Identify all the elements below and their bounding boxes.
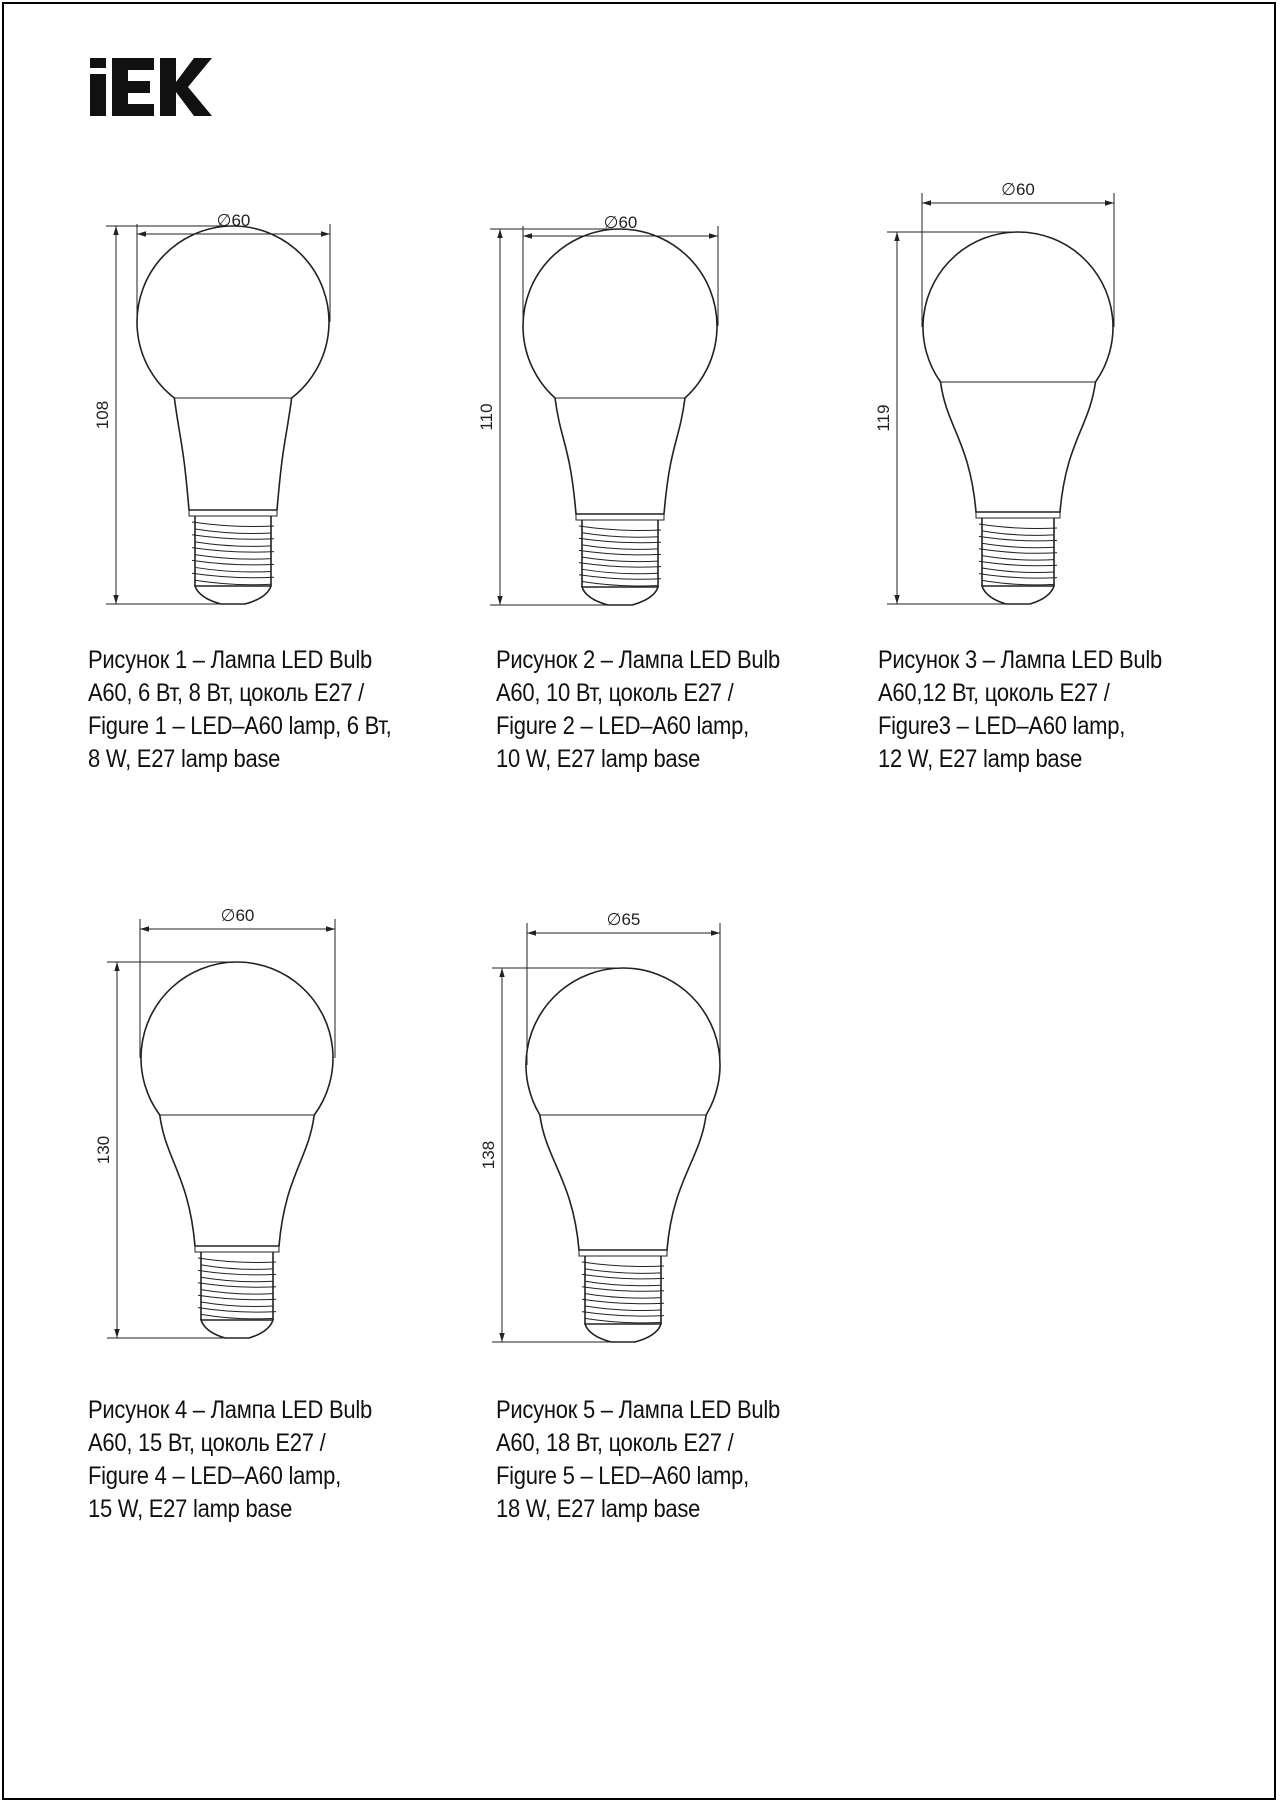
caption-line: Figure 2 – LED–A60 lamp,: [496, 712, 749, 740]
dimension-set-4: [94, 906, 335, 1338]
diameter-label: ∅60: [216, 211, 251, 230]
dimension-set-3: [874, 180, 1114, 604]
caption-line: 8 W, E27 lamp base: [88, 745, 281, 773]
bulb-figure-2: [523, 229, 717, 605]
bulb-body-outline: [923, 232, 1113, 512]
height-label: 119: [874, 404, 893, 432]
diameter-label: ∅60: [603, 213, 638, 232]
screw-thread: [582, 1299, 664, 1310]
caption-line: A60, 10 Вт, цоколь E27 /: [496, 679, 734, 707]
base-contact-tip: [201, 1320, 273, 1338]
screw-thread: [979, 561, 1057, 572]
height-label: 110: [477, 403, 496, 431]
screw-thread: [198, 1308, 276, 1319]
caption-line: Рисунок 3 – Лампа LED Bulb: [878, 646, 1162, 674]
caption-line: 18 W, E27 lamp base: [496, 1495, 701, 1523]
caption-line: Figure 4 – LED–A60 lamp,: [88, 1462, 341, 1490]
caption-line: Рисунок 2 – Лампа LED Bulb: [496, 646, 780, 674]
bulb-figure-1: [137, 226, 329, 604]
caption-line: 15 W, E27 lamp base: [88, 1495, 293, 1523]
base-collar: [976, 512, 1060, 518]
base-contact-tip: [982, 586, 1054, 604]
screw-thread: [192, 535, 274, 547]
bulb-figure-5: [526, 968, 720, 1342]
screw-thread: [192, 560, 274, 572]
height-label: 130: [94, 1135, 113, 1165]
caption-line: A60, 15 Вт, цоколь E27 /: [88, 1429, 326, 1457]
bulb-body-outline: [526, 968, 720, 1250]
screw-thread: [979, 524, 1057, 535]
dimension-set-2: [477, 213, 718, 605]
screw-thread: [979, 536, 1057, 547]
screw-thread: [582, 1262, 664, 1273]
dimension-set-1: [93, 211, 330, 604]
caption-line: A60,12 Вт, цоколь E27 /: [878, 679, 1110, 707]
base-contact-tip: [585, 1324, 661, 1342]
bulb-body-outline: [141, 962, 333, 1246]
figure-caption-3: [878, 644, 1162, 776]
caption-line: Рисунок 4 – Лампа LED Bulb: [88, 1396, 372, 1424]
bulb-body-outline: [137, 226, 329, 510]
base-collar: [579, 1250, 667, 1256]
screw-thread: [579, 575, 661, 586]
bulb-figure-3: [923, 232, 1113, 604]
screw-thread: [198, 1295, 276, 1306]
caption-line: Рисунок 5 – Лампа LED Bulb: [496, 1396, 780, 1424]
base-collar: [576, 514, 664, 520]
screw-thread: [582, 1274, 664, 1285]
screw-thread: [979, 549, 1057, 560]
screw-thread: [979, 574, 1057, 585]
height-label: 138: [479, 1140, 498, 1170]
height-label: 108: [93, 400, 112, 430]
screw-thread: [579, 526, 661, 537]
base-contact-tip: [582, 587, 658, 605]
screw-thread: [579, 563, 661, 574]
caption-line: 10 W, E27 lamp base: [496, 745, 701, 773]
caption-line: A60, 18 Вт, цоколь E27 /: [496, 1429, 734, 1457]
base-collar: [195, 1246, 279, 1252]
dimension-set-5: [479, 910, 720, 1342]
screw-thread: [579, 538, 661, 549]
figure-caption-4: [88, 1394, 372, 1526]
figure-caption-1: [88, 644, 391, 776]
caption-line: Figure 5 – LED–A60 lamp,: [496, 1462, 749, 1490]
screw-thread: [198, 1270, 276, 1281]
caption-line: Figure3 – LED–A60 lamp,: [878, 712, 1126, 740]
screw-thread: [198, 1283, 276, 1294]
screw-thread: [192, 573, 274, 585]
screw-thread: [582, 1312, 664, 1323]
base-contact-tip: [195, 586, 271, 604]
base-collar: [189, 510, 277, 516]
diameter-label: ∅60: [220, 906, 255, 925]
screw-thread: [579, 550, 661, 561]
screw-thread: [198, 1258, 276, 1269]
figure-caption-2: [496, 644, 780, 776]
screw-thread: [192, 548, 274, 560]
caption-line: A60, 6 Вт, 8 Вт, цоколь E27 /: [88, 679, 365, 707]
screw-thread: [192, 522, 274, 534]
bulb-body-outline: [523, 229, 717, 514]
diameter-label: ∅65: [606, 910, 641, 929]
bulb-figure-4: [141, 962, 333, 1338]
diameter-label: ∅60: [1001, 180, 1035, 199]
figure-caption-5: [496, 1394, 780, 1526]
screw-thread: [582, 1287, 664, 1298]
caption-line: 12 W, E27 lamp base: [878, 745, 1083, 773]
caption-line: Figure 1 – LED–A60 lamp, 6 Вт,: [88, 712, 392, 740]
caption-line: Рисунок 1 – Лампа LED Bulb: [88, 646, 372, 674]
